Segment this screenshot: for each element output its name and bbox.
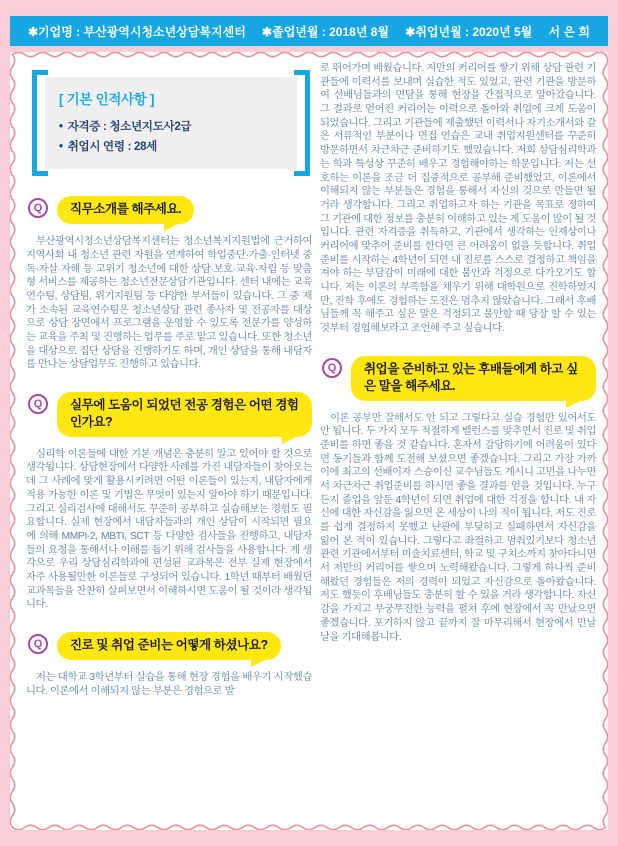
header-employment-date: ✱취업년월 : 2020년 5월 [405,24,533,39]
answer-1: 부산광역시청소년상담복지센터는 청소년복지지원법에 근거하여 지역사회 내 청소년 관련 자원을 연계하여 학업중단·가출·인터넷 중독·자살·자해 등 고위기 청소년에 대한 상담·보호·교육·자립 등 맞춤형 서비스를 제공하는 청소년전문상담기관입니다. 센터 내에는 교육연수팀, 상담팀, 위기지원팀 등 다양한 부서들이 있습니다. 그 중 제가 소속된 교육연수팀은 청소년상담 관련 종사자 및 전공자를 대상으로 상담 장면에서 프로그램을 운영할 수 있도록 전문가를 양성하는 교육을 주최 및 진행하는 업무를 주로 맡고 있습니다. 또한 청소년을 대상으로 집단 상담을 진행하기도 하며, 개인 상담을 통해 내담자를 만나는 상담업무도 진행하고 있습니다. [26,236,312,371]
profile-item-age [59,137,283,157]
question-2-row [28,392,312,437]
q-icon: Q [322,358,342,378]
header-bar [10,16,608,46]
profile-box [32,70,310,176]
header-person-name: 서 은 희 [548,24,590,39]
question-3-bubble: 진로 및 취업 준비는 어떻게 하셨나요? [57,632,281,660]
header-company: ✱기업명 : 부산광역시청소년상담복지센터 [28,24,246,39]
profile-box-inner [45,77,297,169]
q-icon: Q [28,198,48,218]
question-4-bubble: 취업을 준비하고 있는 후배들에게 하고 싶은 말을 해주세요. [351,356,596,401]
q-icon: Q [28,394,48,414]
answer-3-left-part: 저는 대학교 3학년부터 실습을 통해 현장 경험을 배우기 시작했습니다. 이론에서 이해되지 않는 부분은 경험으로 발 [26,671,312,697]
profile-title: [ 기본 인적사항 ] [59,92,155,107]
question-1-bubble: 직무소개를 해주세요. [57,196,194,224]
header-graduation-date: ✱졸업년월 : 2018년 8월 [262,24,390,39]
profile-item-license [59,117,283,137]
question-2-bubble: 실무에 도움이 되었던 전공 경험은 어떤 경험인가요? [57,392,312,437]
bullet-icon: • [59,121,63,133]
question-3-row [28,632,312,660]
profile-item-age-text: 취업시 연령 : 28세 [67,141,157,154]
answer-3-right-part: 로 뛰어가며 배웠습니다. 저만의 커리어를 쌓기 위해 상담 관련 기관들에 이력서를 보내며 실습한 적도 있었고, 관련 기관을 방문하여 선배님들과의 면담을 통해 현장을 간접적으로 알아갔습니다. 그 결과로 얻어진 커리어는 이력으로 돌아와 취업에 크게 도움이 되었습니다. 그리고 기관들에 제출했던 이력서나 자기소개서와 같은 서류적인 부분이나 면접 연습은 교내 취업지원센터를 꾸준히 방문하면서 차근차근 준비하기도 했었습니다. 저희 상담심리학과는 학과 특성상 꾸준히 배우고 경험해야하는 학문입니다. 저는 선호하는 이론을 조금 더 집중적으로 공부해 준비했었고, 이론에서 이해되지 않는 부분들은 경험을 통해서 자신의 것으로 만들면 될 거라 생각합니다. 그리고 취업하고자 하는 기관을 목표로 정하여 그 기관에 대한 정보를 충분히 이해하고 있는 게 도움이 많이 될 것입니다. 관련 자격증을 취득하고, 기관에서 생각하는 인재상이나 커리어에 맞추어 준비를 한다면 큰 어려움이 없을 듯합니다. 취업준비를 시작하는 4학년이 되면 내 진로를 스스로 결정하고 책임을 져야 하는 부담감이 미래에 대한 불안과 걱정으로 다가오기도 합니다. 저는 이론의 부족함을 채우기 위해 대학원으로 진학하였지만, 진학 후에도 경험하는 도전은 멈추지 않았습니다. 그래서 후배님들께 꼭 해주고 싶은 말은 걱정되고 불안할 때 당장 할 수 있는 것부터 경험해보라고 조언해 주고 싶습니다. [320,63,596,335]
question-4-row [322,356,596,401]
profile-item-license-text: 자격증 : 청소년지도사2급 [67,121,192,133]
left-column [26,52,312,830]
answer-4: 이론 공부만 잘해서도 안 되고 그렇다고 실습 경험만 있어서도 안 됩니다. 두 가지 모두 적절하게 밸런스를 맞추면서 진로 및 취업준비를 하면 좋을 것 같습니다. 혼자서 감당하기에 어려움이 있다면 동기들과 함께 도전해 보셨으면 좋겠습니다. 그리고 가장 가까이에 최고의 선배이자 스승이신 교수님들도 계시니 고민을 나누면서 차근차근 취업준비를 하시면 좋을 결과를 얻을 것입니다. 누구든지 졸업을 앞둔 4학년이 되면 취업에 대한 걱정을 합니다. 내 자신에 대한 자신감을 잃으면 온 세상이 나의 적이 됩니다. 저도 진로를 쉽게 결정하지 못했고 난관에 부딪히고 실패하면서 자신감을 잃어 본 적이 있습니다. 그렇다고 좌절하고 멈춰있기보다 청소년 관련 기관에서부터 미술치료센터, 학교 및 구치소까지 찾아다니면서 저만의 커리어를 쌓으며 노력해왔습니다. 그렇게 하나씩 준비해왔던 경험들은 저의 경력이 되었고 자신감으로 돌아왔습니다. 저도 했듯이 후배님들도 충분히 할 수 있을 거라 생각합니다. 자신감을 가지고 무궁무진한 능력을 펼쳐 후에 현장에서 꼭 만났으면 좋겠습니다. 포기하지 않고 끝까지 잘 마무리해서 현장에서 만날 날을 기대해봅니다. [320,412,596,643]
bullet-icon: • [59,141,63,154]
q-icon: Q [28,634,48,654]
content-sheet [10,52,608,830]
right-column [320,52,596,830]
answer-2: 심리학 이론들에 대한 기본 개념은 충분히 알고 있어야 할 것으로 생각됩니다. 상담현장에서 다양한 사례를 가진 내담자들이 찾아오는데 그 사례에 맞게 활용시키려면 어떤 이론들이 있는지, 내담자에게 적용 가능한 이론 및 기법은 무엇이 있는지 알아야 하기 때문입니다. 그리고 심리검사에 대해서도 꾸준히 공부하고 실습해보는 경험도 필요합니다. 실제 현장에서 내담자들과의 개인 상담이 시작되면 필요에 의해 MMPI-2, MBTI, SCT 등 다양한 검사들을 진행하고, 내담자들의 요청을 통해서나 이해를 돕기 위해 검사들을 사용합니다. 제 생각으로 우리 상담심리학과에 편성된 교과목은 전부 실제 현장에서 자주 사용될만한 이론들로 구성되어 있습니다. 1학년 때부터 배웠던 교과목들을 찬찬히 살펴보면서 이해하시면 도움이 될 것이라 생각됩니다. [26,448,312,611]
question-1-row [28,196,312,224]
